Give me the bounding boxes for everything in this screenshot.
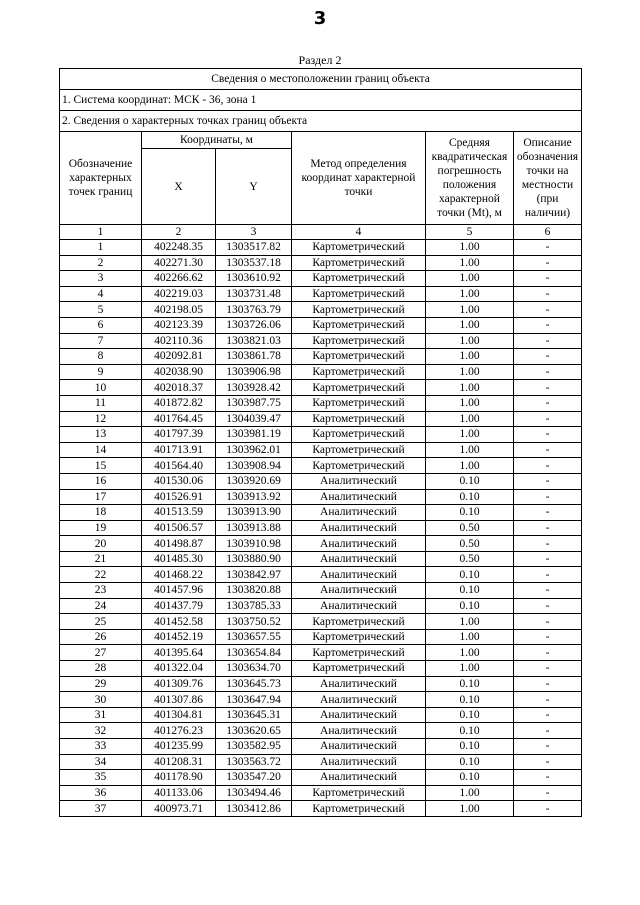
table-row (60, 801, 582, 817)
table-row (60, 505, 582, 521)
error-cell: 1.00 (426, 349, 514, 365)
error-cell: 1.00 (426, 629, 514, 645)
table-row (60, 317, 582, 333)
table-row (60, 723, 582, 739)
error-cell: 1.00 (426, 801, 514, 817)
x-coord-cell: 402219.03 (142, 286, 216, 302)
column-number: 5 (426, 225, 514, 240)
y-coord-cell: 1303645.31 (216, 707, 292, 723)
x-coord-cell: 402266.62 (142, 271, 216, 287)
point-id-cell: 24 (60, 598, 142, 614)
description-cell: - (514, 395, 582, 411)
y-coord-cell: 1303880.90 (216, 551, 292, 567)
y-coord-cell: 1303731.48 (216, 286, 292, 302)
y-coord-cell: 1303763.79 (216, 302, 292, 318)
x-coord-cell: 401276.23 (142, 723, 216, 739)
y-coord-cell: 1303908.94 (216, 458, 292, 474)
point-id-cell: 37 (60, 801, 142, 817)
description-cell: - (514, 723, 582, 739)
description-cell: - (514, 614, 582, 630)
point-id-cell: 3 (60, 271, 142, 287)
column-number: 3 (216, 225, 292, 240)
y-coord-cell: 1303494.46 (216, 785, 292, 801)
y-coord-cell: 1303750.52 (216, 614, 292, 630)
points-heading-row: 2. Сведения о характерных точках границ объекта (60, 111, 582, 132)
y-coord-cell: 1303726.06 (216, 317, 292, 333)
error-cell: 0.10 (426, 723, 514, 739)
x-coord-cell: 402038.90 (142, 364, 216, 380)
table-row (60, 785, 582, 801)
method-cell: Картометрический (292, 442, 426, 458)
error-cell: 0.10 (426, 567, 514, 583)
method-cell: Аналитический (292, 567, 426, 583)
description-cell: - (514, 645, 582, 661)
point-id-cell: 26 (60, 629, 142, 645)
error-cell: 1.00 (426, 411, 514, 427)
description-cell: - (514, 271, 582, 287)
method-cell: Аналитический (292, 692, 426, 708)
error-cell: 0.10 (426, 754, 514, 770)
method-cell: Аналитический (292, 520, 426, 536)
header-description: Описание обозначения точки на местности (при наличии) (514, 132, 582, 225)
point-id-cell: 8 (60, 349, 142, 365)
method-cell: Картометрический (292, 427, 426, 443)
y-coord-cell: 1303620.65 (216, 723, 292, 739)
error-cell: 1.00 (426, 661, 514, 677)
error-cell: 1.00 (426, 255, 514, 271)
method-cell: Аналитический (292, 473, 426, 489)
table-row (60, 614, 582, 630)
x-coord-cell: 401437.79 (142, 598, 216, 614)
description-cell: - (514, 661, 582, 677)
header-x: X (142, 149, 216, 225)
point-id-cell: 11 (60, 395, 142, 411)
error-cell: 1.00 (426, 785, 514, 801)
table-title: Сведения о местоположении границ объекта (60, 69, 582, 90)
method-cell: Картометрический (292, 395, 426, 411)
method-cell: Картометрический (292, 614, 426, 630)
table-row (60, 333, 582, 349)
description-cell: - (514, 302, 582, 318)
y-coord-cell: 1303920.69 (216, 473, 292, 489)
table-row (60, 286, 582, 302)
point-id-cell: 19 (60, 520, 142, 536)
y-coord-cell: 1303654.84 (216, 645, 292, 661)
table-row (60, 692, 582, 708)
x-coord-cell: 401457.96 (142, 583, 216, 599)
description-cell: - (514, 442, 582, 458)
header-error: Средняя квадратическая погрешность положения характерной точки (Mt), м (426, 132, 514, 225)
method-cell: Картометрический (292, 271, 426, 287)
error-cell: 0.10 (426, 473, 514, 489)
method-cell: Аналитический (292, 754, 426, 770)
method-cell: Аналитический (292, 676, 426, 692)
x-coord-cell: 401178.90 (142, 770, 216, 786)
description-cell: - (514, 286, 582, 302)
method-cell: Картометрический (292, 286, 426, 302)
column-number: 1 (60, 225, 142, 240)
method-cell: Аналитический (292, 770, 426, 786)
point-id-cell: 27 (60, 645, 142, 661)
error-cell: 0.10 (426, 583, 514, 599)
method-cell: Аналитический (292, 739, 426, 755)
y-coord-cell: 1303913.92 (216, 489, 292, 505)
table-row (60, 536, 582, 552)
error-cell: 1.00 (426, 364, 514, 380)
point-id-cell: 32 (60, 723, 142, 739)
description-cell: - (514, 536, 582, 552)
error-cell: 0.10 (426, 739, 514, 755)
table-row (60, 583, 582, 599)
method-cell: Картометрический (292, 240, 426, 256)
error-cell: 1.00 (426, 380, 514, 396)
error-cell: 1.00 (426, 614, 514, 630)
point-id-cell: 36 (60, 785, 142, 801)
point-id-cell: 1 (60, 240, 142, 256)
table-row (60, 489, 582, 505)
x-coord-cell: 402248.35 (142, 240, 216, 256)
method-cell: Аналитический (292, 723, 426, 739)
point-id-cell: 6 (60, 317, 142, 333)
x-coord-cell: 401309.76 (142, 676, 216, 692)
error-cell: 1.00 (426, 645, 514, 661)
description-cell: - (514, 255, 582, 271)
x-coord-cell: 402018.37 (142, 380, 216, 396)
description-cell: - (514, 473, 582, 489)
method-cell: Картометрический (292, 629, 426, 645)
x-coord-cell: 402271.30 (142, 255, 216, 271)
point-id-cell: 13 (60, 427, 142, 443)
y-coord-cell: 1303547.20 (216, 770, 292, 786)
table-row (60, 240, 582, 256)
description-cell: - (514, 692, 582, 708)
header-y: Y (216, 149, 292, 225)
x-coord-cell: 401452.58 (142, 614, 216, 630)
table-row (60, 707, 582, 723)
error-cell: 0.50 (426, 520, 514, 536)
table-row (60, 661, 582, 677)
error-cell: 0.10 (426, 489, 514, 505)
method-cell: Картометрический (292, 380, 426, 396)
point-id-cell: 22 (60, 567, 142, 583)
description-cell: - (514, 240, 582, 256)
description-cell: - (514, 317, 582, 333)
method-cell: Картометрический (292, 333, 426, 349)
error-cell: 0.10 (426, 692, 514, 708)
y-coord-cell: 1303913.90 (216, 505, 292, 521)
x-coord-cell: 401764.45 (142, 411, 216, 427)
page-number: 3 (313, 8, 327, 29)
table-row (60, 349, 582, 365)
method-cell: Картометрический (292, 661, 426, 677)
description-cell: - (514, 583, 582, 599)
description-cell: - (514, 411, 582, 427)
y-coord-cell: 1303820.88 (216, 583, 292, 599)
method-cell: Картометрический (292, 801, 426, 817)
x-coord-cell: 401468.22 (142, 567, 216, 583)
method-cell: Картометрический (292, 411, 426, 427)
table-row (60, 380, 582, 396)
point-id-cell: 15 (60, 458, 142, 474)
method-cell: Картометрический (292, 645, 426, 661)
description-cell: - (514, 364, 582, 380)
y-coord-cell: 1303582.95 (216, 739, 292, 755)
point-id-cell: 20 (60, 536, 142, 552)
point-id-cell: 30 (60, 692, 142, 708)
error-cell: 0.50 (426, 536, 514, 552)
error-cell: 0.10 (426, 707, 514, 723)
x-coord-cell: 401526.91 (142, 489, 216, 505)
column-number-row (60, 225, 582, 240)
y-coord-cell: 1303537.18 (216, 255, 292, 271)
table-row (60, 427, 582, 443)
method-cell: Аналитический (292, 583, 426, 599)
description-cell: - (514, 551, 582, 567)
table-row (60, 520, 582, 536)
point-id-cell: 4 (60, 286, 142, 302)
y-coord-cell: 1303906.98 (216, 364, 292, 380)
table-body (60, 240, 582, 817)
x-coord-cell: 401452.19 (142, 629, 216, 645)
x-coord-cell: 401322.04 (142, 661, 216, 677)
method-cell: Картометрический (292, 302, 426, 318)
point-id-cell: 5 (60, 302, 142, 318)
x-coord-cell: 401498.87 (142, 536, 216, 552)
error-cell: 1.00 (426, 458, 514, 474)
coord-system-row: 1. Система координат: МСК - 36, зона 1 (60, 90, 582, 111)
y-coord-cell: 1303647.94 (216, 692, 292, 708)
method-cell: Аналитический (292, 551, 426, 567)
x-coord-cell: 402092.81 (142, 349, 216, 365)
point-id-cell: 29 (60, 676, 142, 692)
table-row (60, 567, 582, 583)
method-cell: Аналитический (292, 536, 426, 552)
method-cell: Аналитический (292, 598, 426, 614)
x-coord-cell: 401713.91 (142, 442, 216, 458)
y-coord-cell: 1303517.82 (216, 240, 292, 256)
section-title: Раздел 2 (298, 53, 342, 67)
header-designation: Обозначение характерных точек границ (60, 132, 142, 225)
table-row (60, 739, 582, 755)
point-id-cell: 34 (60, 754, 142, 770)
column-number: 4 (292, 225, 426, 240)
header-coordinates: Координаты, м (142, 132, 292, 149)
y-coord-cell: 1303563.72 (216, 754, 292, 770)
x-coord-cell: 401513.59 (142, 505, 216, 521)
table-row (60, 629, 582, 645)
y-coord-cell: 1303610.92 (216, 271, 292, 287)
x-coord-cell: 401304.81 (142, 707, 216, 723)
method-cell: Картометрический (292, 317, 426, 333)
point-id-cell: 31 (60, 707, 142, 723)
method-cell: Картометрический (292, 349, 426, 365)
point-id-cell: 9 (60, 364, 142, 380)
y-coord-cell: 1303657.55 (216, 629, 292, 645)
description-cell: - (514, 427, 582, 443)
y-coord-cell: 1303645.73 (216, 676, 292, 692)
table-row (60, 271, 582, 287)
error-cell: 1.00 (426, 286, 514, 302)
x-coord-cell: 401208.31 (142, 754, 216, 770)
table-row (60, 645, 582, 661)
method-cell: Картометрический (292, 255, 426, 271)
point-id-cell: 14 (60, 442, 142, 458)
description-cell: - (514, 520, 582, 536)
description-cell: - (514, 489, 582, 505)
description-cell: - (514, 333, 582, 349)
error-cell: 1.00 (426, 302, 514, 318)
error-cell: 1.00 (426, 442, 514, 458)
y-coord-cell: 1303412.86 (216, 801, 292, 817)
error-cell: 0.10 (426, 505, 514, 521)
error-cell: 1.00 (426, 395, 514, 411)
x-coord-cell: 402110.36 (142, 333, 216, 349)
point-id-cell: 7 (60, 333, 142, 349)
table-row (60, 676, 582, 692)
method-cell: Аналитический (292, 707, 426, 723)
description-cell: - (514, 505, 582, 521)
description-cell: - (514, 739, 582, 755)
x-coord-cell: 401395.64 (142, 645, 216, 661)
description-cell: - (514, 676, 582, 692)
column-number: 2 (142, 225, 216, 240)
point-id-cell: 18 (60, 505, 142, 521)
description-cell: - (514, 754, 582, 770)
y-coord-cell: 1303861.78 (216, 349, 292, 365)
y-coord-cell: 1303821.03 (216, 333, 292, 349)
method-cell: Картометрический (292, 785, 426, 801)
y-coord-cell: 1303842.97 (216, 567, 292, 583)
x-coord-cell: 401564.40 (142, 458, 216, 474)
description-cell: - (514, 380, 582, 396)
point-id-cell: 23 (60, 583, 142, 599)
x-coord-cell: 400973.71 (142, 801, 216, 817)
table-row (60, 598, 582, 614)
description-cell: - (514, 785, 582, 801)
method-cell: Аналитический (292, 505, 426, 521)
x-coord-cell: 401485.30 (142, 551, 216, 567)
error-cell: 1.00 (426, 271, 514, 287)
description-cell: - (514, 458, 582, 474)
y-coord-cell: 1303928.42 (216, 380, 292, 396)
x-coord-cell: 401133.06 (142, 785, 216, 801)
boundary-points-table (59, 68, 582, 817)
table-row (60, 754, 582, 770)
table-row (60, 473, 582, 489)
y-coord-cell: 1303634.70 (216, 661, 292, 677)
x-coord-cell: 401307.86 (142, 692, 216, 708)
method-cell: Аналитический (292, 489, 426, 505)
point-id-cell: 17 (60, 489, 142, 505)
x-coord-cell: 401235.99 (142, 739, 216, 755)
table-row (60, 411, 582, 427)
table-row (60, 458, 582, 474)
y-coord-cell: 1304039.47 (216, 411, 292, 427)
error-cell: 0.50 (426, 551, 514, 567)
point-id-cell: 12 (60, 411, 142, 427)
table-row (60, 770, 582, 786)
x-coord-cell: 401506.57 (142, 520, 216, 536)
point-id-cell: 25 (60, 614, 142, 630)
description-cell: - (514, 598, 582, 614)
point-id-cell: 28 (60, 661, 142, 677)
y-coord-cell: 1303987.75 (216, 395, 292, 411)
table-row (60, 395, 582, 411)
x-coord-cell: 401872.82 (142, 395, 216, 411)
x-coord-cell: 402198.05 (142, 302, 216, 318)
y-coord-cell: 1303913.88 (216, 520, 292, 536)
method-cell: Картометрический (292, 364, 426, 380)
y-coord-cell: 1303962.01 (216, 442, 292, 458)
error-cell: 1.00 (426, 333, 514, 349)
error-cell: 1.00 (426, 317, 514, 333)
description-cell: - (514, 770, 582, 786)
y-coord-cell: 1303910.98 (216, 536, 292, 552)
point-id-cell: 33 (60, 739, 142, 755)
error-cell: 0.10 (426, 676, 514, 692)
x-coord-cell: 402123.39 (142, 317, 216, 333)
table-row (60, 551, 582, 567)
point-id-cell: 16 (60, 473, 142, 489)
y-coord-cell: 1303981.19 (216, 427, 292, 443)
description-cell: - (514, 349, 582, 365)
x-coord-cell: 401797.39 (142, 427, 216, 443)
error-cell: 0.10 (426, 770, 514, 786)
point-id-cell: 10 (60, 380, 142, 396)
table-row (60, 442, 582, 458)
point-id-cell: 2 (60, 255, 142, 271)
y-coord-cell: 1303785.33 (216, 598, 292, 614)
table-row (60, 364, 582, 380)
table-row (60, 302, 582, 318)
point-id-cell: 21 (60, 551, 142, 567)
x-coord-cell: 401530.06 (142, 473, 216, 489)
point-id-cell: 35 (60, 770, 142, 786)
description-cell: - (514, 567, 582, 583)
column-number: 6 (514, 225, 582, 240)
description-cell: - (514, 801, 582, 817)
error-cell: 0.10 (426, 598, 514, 614)
description-cell: - (514, 707, 582, 723)
error-cell: 1.00 (426, 427, 514, 443)
method-cell: Картометрический (292, 458, 426, 474)
table-header (60, 69, 582, 240)
error-cell: 1.00 (426, 240, 514, 256)
description-cell: - (514, 629, 582, 645)
table-row (60, 255, 582, 271)
header-method: Метод определения координат характерной точки (292, 132, 426, 225)
